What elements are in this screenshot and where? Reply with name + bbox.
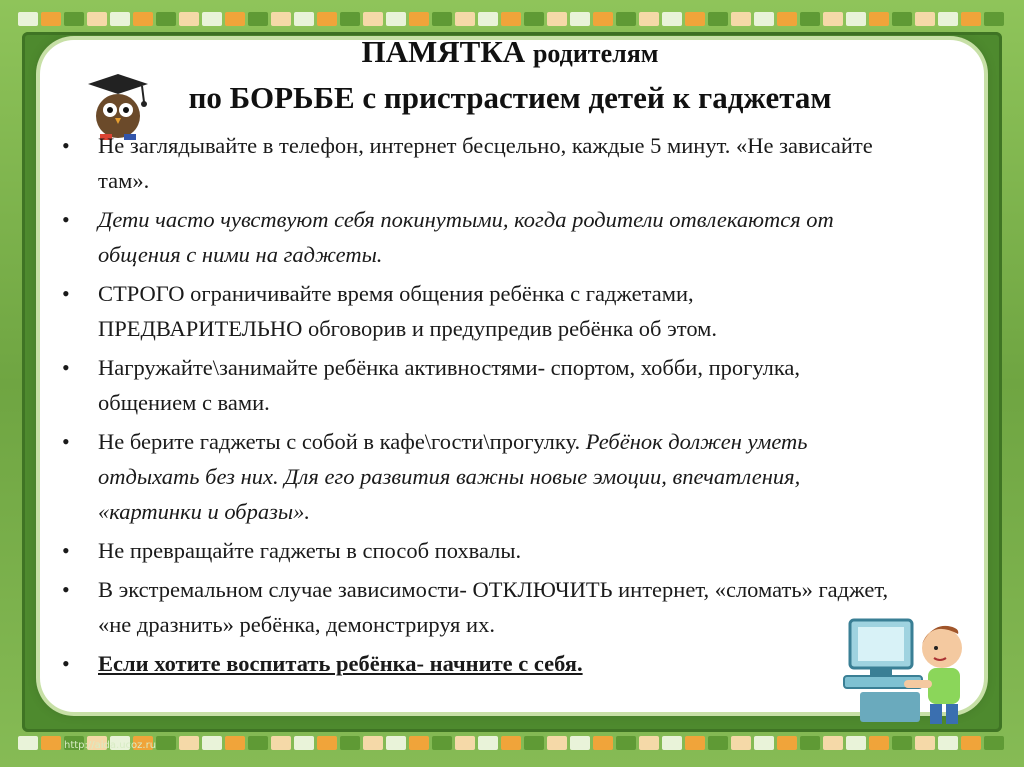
stripe-tile [731, 12, 751, 26]
item-text: В экстремальном случае зависимости- ОТКЛЮЧИТЬ интернет, «сломать» гаджет, «не дразнить» ребёнка, демонстрируя их. [98, 577, 889, 637]
stripe-tile [501, 12, 521, 26]
stripe-tile [823, 736, 843, 750]
stripe-tile [18, 736, 38, 750]
stripe-tile [87, 12, 107, 26]
stripe-tile [547, 736, 567, 750]
stripe-tile [639, 12, 659, 26]
stripe-tile [662, 12, 682, 26]
stripe-tile [961, 12, 981, 26]
stripe-tile [409, 736, 429, 750]
list-item [60, 424, 900, 529]
stripe-tile [64, 12, 84, 26]
stripe-tile [915, 736, 935, 750]
stripe-tile [984, 736, 1004, 750]
stripe-tile [340, 736, 360, 750]
decorative-stripe-top [18, 12, 1006, 26]
stripe-tile [662, 736, 682, 750]
stripe-tile [892, 736, 912, 750]
item-text: Нагружайте\занимайте ребёнка активностями- спортом, хобби, прогулка, общением с вами. [98, 355, 801, 415]
decorative-stripe-bottom [18, 736, 1006, 750]
stripe-tile [202, 736, 222, 750]
stripe-tile [754, 736, 774, 750]
bullet-icon: • [62, 207, 70, 232]
stripe-tile [133, 12, 153, 26]
bullet-icon: • [62, 133, 70, 158]
title-line2: по БОРЬБЕ с пристрастием детей к гаджетам [188, 80, 832, 115]
watermark-text: http://aida.ucoz.ru [64, 740, 157, 751]
list-item [60, 572, 900, 642]
item-text: Не превращайте гаджеты в способ похвалы. [98, 538, 522, 563]
stripe-tile [984, 12, 1004, 26]
stripe-tile [41, 736, 61, 750]
item-text-bold: Если хотите воспитать ребёнка- начните с себя. [98, 651, 583, 676]
item-text: Не берите гаджеты с собой в кафе\гости\прогулку. [98, 429, 586, 454]
stripe-tile [363, 736, 383, 750]
stripe-tile [409, 12, 429, 26]
stripe-tile [777, 736, 797, 750]
stripe-tile [271, 736, 291, 750]
stripe-tile [846, 736, 866, 750]
item-text: Не заглядывайте в телефон, интернет бесцельно, каждые 5 минут. «Не зависайте там». [98, 133, 873, 193]
stripe-tile [777, 12, 797, 26]
child-at-computer-icon [840, 600, 980, 730]
bullet-icon: • [62, 577, 70, 602]
stripe-tile [846, 12, 866, 26]
stripe-tile [340, 12, 360, 26]
stripe-tile [156, 736, 176, 750]
page-title [80, 30, 940, 120]
stripe-tile [961, 736, 981, 750]
stripe-tile [455, 736, 475, 750]
stripe-tile [386, 12, 406, 26]
stripe-tile [363, 12, 383, 26]
stripe-tile [501, 736, 521, 750]
stripe-tile [271, 12, 291, 26]
stripe-tile [179, 736, 199, 750]
stripe-tile [294, 736, 314, 750]
list-item [60, 533, 900, 568]
item-text: СТРОГО ограничивайте время общения ребёнка с гаджетами, ПРЕДВАРИТЕЛЬНО обговорив и предупредив ребёнка об этом. [98, 281, 718, 341]
stripe-tile [616, 736, 636, 750]
stripe-tile [179, 12, 199, 26]
stripe-tile [478, 736, 498, 750]
stripe-tile [823, 12, 843, 26]
stripe-tile [432, 736, 452, 750]
stripe-tile [524, 12, 544, 26]
stripe-tile [869, 12, 889, 26]
stripe-tile [708, 736, 728, 750]
stripe-tile [524, 736, 544, 750]
bullet-icon: • [62, 355, 70, 380]
stripe-tile [248, 736, 268, 750]
stripe-tile [41, 12, 61, 26]
stripe-tile [570, 12, 590, 26]
item-text-italic: Дети часто чувствуют себя покинутыми, когда родители отвлекаются от общения с ними на гаджеты. [98, 207, 834, 267]
tips-list [60, 128, 900, 685]
stripe-tile [156, 12, 176, 26]
stripe-tile [708, 12, 728, 26]
stripe-tile [593, 12, 613, 26]
stripe-tile [685, 12, 705, 26]
title-rest: родителям [532, 39, 659, 68]
list-item [60, 276, 900, 346]
list-item [60, 646, 900, 681]
stripe-tile [317, 12, 337, 26]
stripe-tile [386, 736, 406, 750]
stripe-tile [800, 736, 820, 750]
bullet-icon: • [62, 429, 70, 454]
item-text-italic: Ребёнок должен уметь отдыхать без них. Для его развития важны новые эмоции, впечатления, «картинки и образы». [98, 429, 808, 524]
stripe-tile [248, 12, 268, 26]
stripe-tile [731, 736, 751, 750]
stripe-tile [915, 12, 935, 26]
stripe-tile [110, 12, 130, 26]
stripe-tile [685, 736, 705, 750]
stripe-tile [455, 12, 475, 26]
stripe-tile [202, 12, 222, 26]
list-item [60, 350, 900, 420]
stripe-tile [225, 12, 245, 26]
stripe-tile [478, 12, 498, 26]
stripe-tile [892, 12, 912, 26]
bullet-icon: • [62, 651, 70, 676]
stripe-tile [432, 12, 452, 26]
stripe-tile [754, 12, 774, 26]
stripe-tile [800, 12, 820, 26]
stripe-tile [616, 12, 636, 26]
stripe-tile [547, 12, 567, 26]
stripe-tile [317, 736, 337, 750]
list-item [60, 128, 900, 198]
stripe-tile [593, 736, 613, 750]
list-item [60, 202, 900, 272]
stripe-tile [18, 12, 38, 26]
stripe-tile [294, 12, 314, 26]
bullet-icon: • [62, 281, 70, 306]
stripe-tile [639, 736, 659, 750]
stripe-tile [570, 736, 590, 750]
stripe-tile [938, 12, 958, 26]
stripe-tile [869, 736, 889, 750]
stripe-tile [225, 736, 245, 750]
bullet-icon: • [62, 538, 70, 563]
title-caps: ПАМЯТКА [361, 34, 526, 69]
stripe-tile [938, 736, 958, 750]
